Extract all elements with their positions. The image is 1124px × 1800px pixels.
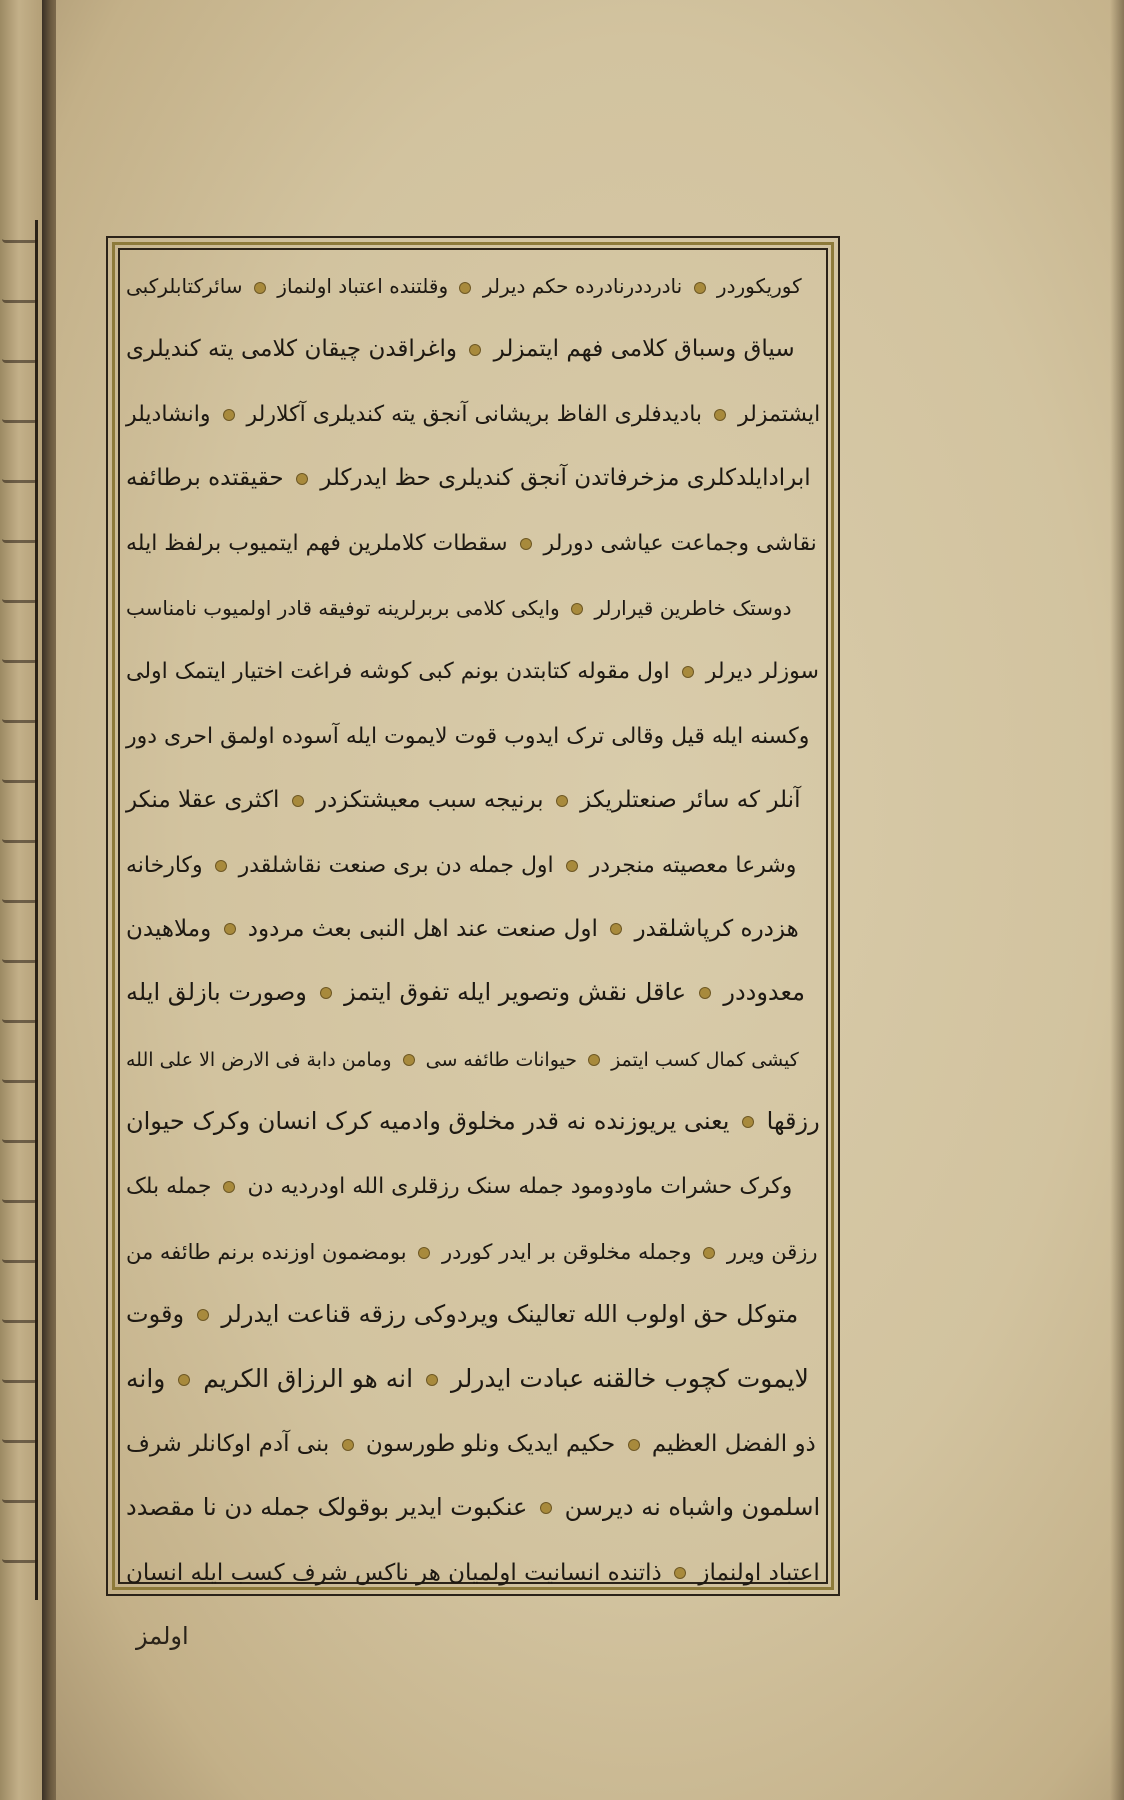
facing-text-line: [2, 230, 38, 243]
line-text: وکسنه ایله قیل وقالی ترک ایدوب قوت لایموت ایله آسوده اولمق احری دور: [126, 723, 810, 749]
line-text: کوریکوردر نادرددرنادرده حکم دیرلر وقلتنده اعتباد اولنماز سائرکتابلرکبی: [126, 274, 802, 298]
verse-stop-dot: [683, 667, 693, 677]
verse-stop-dot: [557, 796, 567, 806]
verse-stop-dot: [521, 539, 531, 549]
verse-stop-dot: [404, 1055, 414, 1065]
verse-stop-dot: [255, 283, 265, 293]
line-text: هزدره کرپاشلقدر اول صنعت عند اهل النبی بعث مردود وملاهیدن: [126, 915, 799, 942]
verse-stop-dot: [715, 410, 725, 420]
text-line: [126, 1083, 824, 1135]
line-text: سوزلر دیرلر اول مقوله کتابتدن بونم کبی کوشه فراغت اختیار ایتمک اولی: [126, 659, 819, 685]
text-line: [126, 826, 824, 878]
verse-stop-dot: [293, 796, 303, 806]
line-text: رزقن ویرر وجمله مخلوقن بر ایدر کوردر بومضمون اوزنده برنم طائفه من: [126, 1239, 818, 1264]
verse-stop-dot: [629, 1440, 639, 1450]
text-line: [126, 1276, 824, 1328]
text-line: [126, 1469, 824, 1521]
line-text: دوستک خاطرین قیرارلر وایکی کلامی بربرلرینه توفیقه قادر اولمیوب نامناسب: [126, 595, 792, 620]
facing-text-line: [2, 470, 38, 483]
verse-stop-dot: [321, 988, 331, 998]
line-text: اعتباد اولنماز ذاتنده انسانیت اولمیان هر ناکس شرف کسب ایله انسان: [126, 1559, 820, 1586]
verse-stop-dot: [419, 1248, 429, 1258]
facing-text-line: [2, 1550, 38, 1563]
text-line: [126, 1019, 824, 1071]
line-text: ابرادایلدکلری مزخرفاتدن آنجق کندیلری حظ ایدرکلر حقیقتده برطائفه: [126, 465, 811, 492]
line-text: کیشی کمال کسب ایتمز حیوانات طائفه سی ومامن دابة فی الارض الا علی الله: [126, 1048, 799, 1071]
verse-stop-dot: [224, 1182, 234, 1192]
line-text: رزقها یعنی یریوزنده نه قدر مخلوق وادمیه کرک انسان وکرک حیوان: [126, 1107, 820, 1136]
text-line: [126, 890, 824, 942]
facing-text-line: [2, 1250, 38, 1263]
text-line: [126, 1534, 824, 1586]
verse-stop-dot: [460, 283, 470, 293]
verse-stop-dot: [216, 861, 226, 871]
line-text: وشرعا معصیته منجردر اول جمله دن بری صنعت نقاشلقدر وکارخانه: [126, 852, 797, 878]
verse-stop-dot: [695, 283, 705, 293]
text-line: [126, 1147, 824, 1199]
verse-stop-dot: [470, 345, 480, 355]
line-text: ذو الفضل العظیم حکیم ایدیک ونلو طورسون بنی آدم اوکانلر شرف: [126, 1431, 816, 1458]
text-frame: [106, 236, 840, 1596]
text-line: [126, 375, 824, 427]
verse-stop-dot: [704, 1248, 714, 1258]
facing-text-line: [2, 1070, 38, 1083]
line-text: وکرک حشرات ماودومود جمله سنک رزقلری الله اودردیه دن جمله بلک: [126, 1174, 793, 1200]
facing-text-line: [2, 1430, 38, 1443]
facing-text-line: [2, 710, 38, 723]
facing-text-line: [2, 350, 38, 363]
text-line: [126, 439, 824, 491]
verse-stop-dot: [675, 1568, 685, 1578]
facing-text-line: [2, 290, 38, 303]
verse-stop-dot: [743, 1117, 753, 1127]
text-line: [126, 697, 824, 749]
verse-stop-dot: [572, 604, 582, 614]
facing-text-line: [2, 830, 38, 843]
text-line: [126, 568, 824, 620]
line-text: نقاشی وجماعت عیاشی دورلر سقطات کلاملرین فهم ایتمیوب برلفظ ایله: [126, 530, 817, 556]
facing-text-line: [2, 590, 38, 603]
verse-stop-dot: [179, 1375, 189, 1385]
verse-stop-dot: [541, 1503, 551, 1513]
verse-stop-dot: [297, 474, 307, 484]
text-line: [126, 1341, 824, 1393]
facing-text-line: [2, 1130, 38, 1143]
line-text: متوکل حق اولوب الله تعالینک ویردوکی رزقه قناعت ایدرلر وقوت: [126, 1300, 799, 1329]
facing-text-line: [2, 530, 38, 543]
text-line: [126, 1212, 824, 1264]
verse-stop-dot: [225, 924, 235, 934]
text-line: [126, 761, 824, 813]
facing-page: [0, 0, 42, 1800]
text-line: [126, 246, 824, 298]
line-text: ایشتمزلر بادیدفلری الفاظ بریشانی آنجق یته کندیلری آکلارلر وانشادیلر: [126, 401, 821, 427]
text-line: [126, 632, 824, 684]
facing-text-line: [2, 410, 38, 423]
facing-text-line: [2, 1490, 38, 1503]
facing-text-line: [2, 1370, 38, 1383]
line-text: سیاق وسباق کلامی فهم ایتمزلر واغراقدن چیقان کلامی یته کندیلری: [126, 336, 795, 363]
verse-stop-dot: [343, 1440, 353, 1450]
line-text: آنلر که سائر صنعتلریکز برنیجه سبب معیشتکزدر اکثری عقلا منکر: [126, 787, 801, 814]
verse-stop-dot: [611, 924, 621, 934]
line-text: اسلمون واشباه نه دیرسن عنکبوت ایدیر بوقولک جمله دن نا مقصدد: [126, 1493, 821, 1522]
page-edge-shadow: [1110, 0, 1124, 1800]
facing-text-line: [2, 1310, 38, 1323]
facing-text-line: [2, 1010, 38, 1023]
verse-stop-dot: [224, 410, 234, 420]
verse-stop-dot: [567, 861, 577, 871]
verse-stop-dot: [589, 1055, 599, 1065]
verse-stop-dot: [427, 1375, 437, 1385]
catchword: اولمز: [136, 1622, 189, 1650]
facing-text-line: [2, 770, 38, 783]
manuscript-page: [56, 0, 1124, 1800]
facing-text-line: [2, 950, 38, 963]
facing-text-line: [2, 890, 38, 903]
facing-page-rule: [35, 220, 38, 1600]
text-line: [126, 954, 824, 1006]
text-line: [126, 310, 824, 362]
facing-text-line: [2, 650, 38, 663]
verse-stop-dot: [700, 988, 710, 998]
text-block: [126, 246, 824, 1586]
facing-text-line: [2, 1190, 38, 1203]
text-line: [126, 1405, 824, 1457]
line-text: لایموت کچوب خالقنه عبادت ایدرلر انه هو الرزاق الکریم وانه: [126, 1363, 809, 1393]
text-line: [126, 504, 824, 556]
line-text: معدوددر عاقل نقش وتصویر ایله تفوق ایتمز وصورت بازلق ایله: [126, 978, 805, 1007]
verse-stop-dot: [198, 1310, 208, 1320]
